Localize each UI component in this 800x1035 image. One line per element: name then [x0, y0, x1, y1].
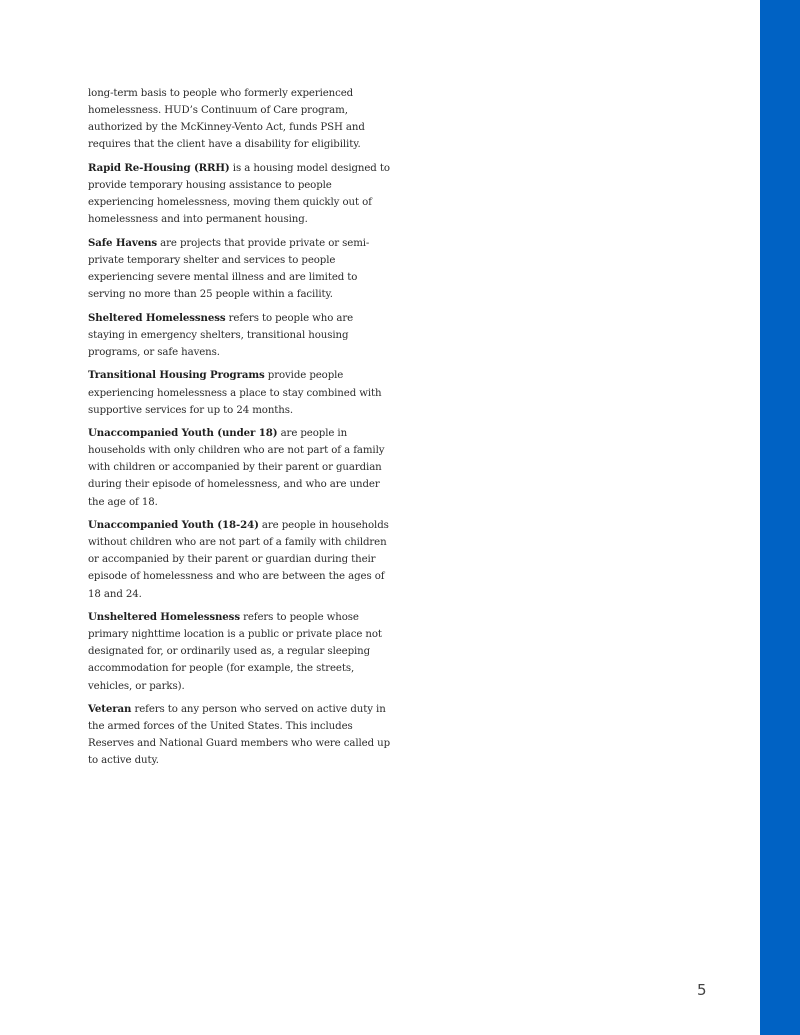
side-accent-bar [760, 0, 800, 1035]
definition-term: Safe Havens [88, 236, 158, 249]
definition-text: long-term basis to people who formerly experienced homelessness. HUD’s Continuum of Care program, authorized by the McKinney-Vento Act, funds PSH and requires that the client have a disability for eligibility. [88, 88, 365, 151]
definition-paragraph [88, 160, 393, 228]
definition-term: Veteran [88, 703, 132, 716]
definition-paragraph [88, 85, 393, 153]
definition-paragraph [88, 310, 393, 361]
definition-term: Rapid Re-Housing (RRH) [88, 161, 230, 174]
definition-text: are people in households with only children who are not part of a family with children or accompanied by their parent or guardian during their episode of homelessness, and who are under the age of 18. [88, 428, 385, 508]
definition-term: Unsheltered Homelessness [88, 611, 240, 624]
definition-term: Transitional Housing Programs [88, 369, 265, 382]
definition-text: is a housing model designed to provide temporary housing assistance to people experiencing homelessness, moving them quickly out of homelessness and into permanent housing. [88, 162, 390, 226]
definition-paragraph [88, 701, 393, 769]
definition-term: Unaccompanied Youth (18-24) [88, 519, 259, 532]
definition-paragraph [88, 367, 393, 418]
definition-term: Sheltered Homelessness [88, 311, 226, 324]
definition-text: refers to any person who served on active duty in the armed forces of the United States. This includes Reserves and National Guard members who were called up to active duty. [88, 704, 391, 767]
definition-paragraph [88, 517, 393, 602]
definition-paragraph [88, 609, 393, 694]
definition-text: refers to people who are staying in emergency shelters, transitional housing programs, or safe havens. [88, 312, 354, 358]
page-number: 5 [697, 981, 707, 999]
definition-text: are people in households without children who are not part of a family with children or accompanied by their parent or guardian during their episode of homelessness and who are between the ages of 18 and 24. [88, 520, 389, 600]
definition-text: refers to people whose primary nighttime location is a public or private place not designated for, or ordinarily used as, a regular sleeping accommodation for people (for example, the streets, vehicles, or parks). [88, 612, 382, 692]
definition-paragraph [88, 425, 393, 510]
definition-text: are projects that provide private or semi-private temporary shelter and services to people experiencing severe mental illness and are limited to serving no more than 25 people within a facility. [88, 237, 370, 301]
definition-term: Unaccompanied Youth (under 18) [88, 427, 278, 440]
definition-text: provide people experiencing homelessness a place to stay combined with supportive services for up to 24 months. [88, 370, 382, 416]
definition-paragraph [88, 235, 393, 303]
definitions-column [88, 85, 393, 776]
